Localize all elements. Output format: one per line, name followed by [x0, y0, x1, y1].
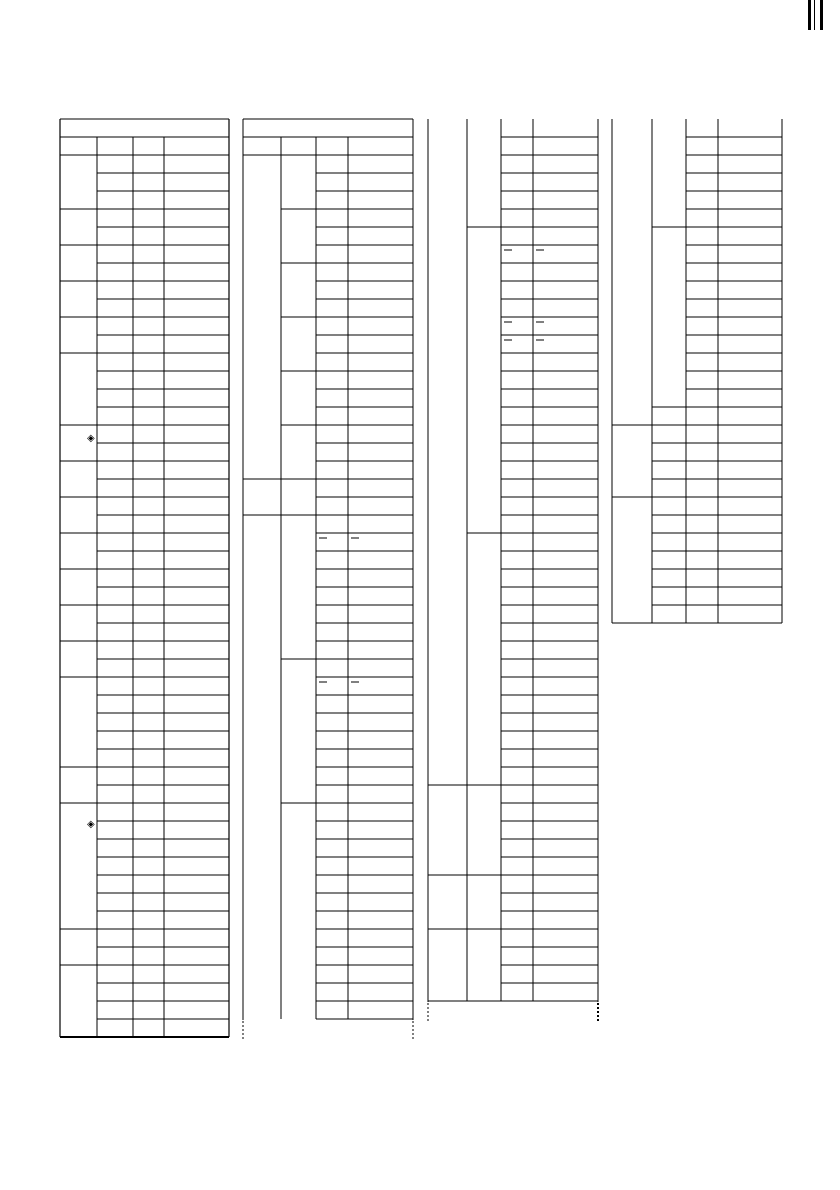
diamond-arrow-icon: ◈	[87, 819, 95, 830]
diamond-arrow-icon: ◈	[87, 433, 95, 444]
